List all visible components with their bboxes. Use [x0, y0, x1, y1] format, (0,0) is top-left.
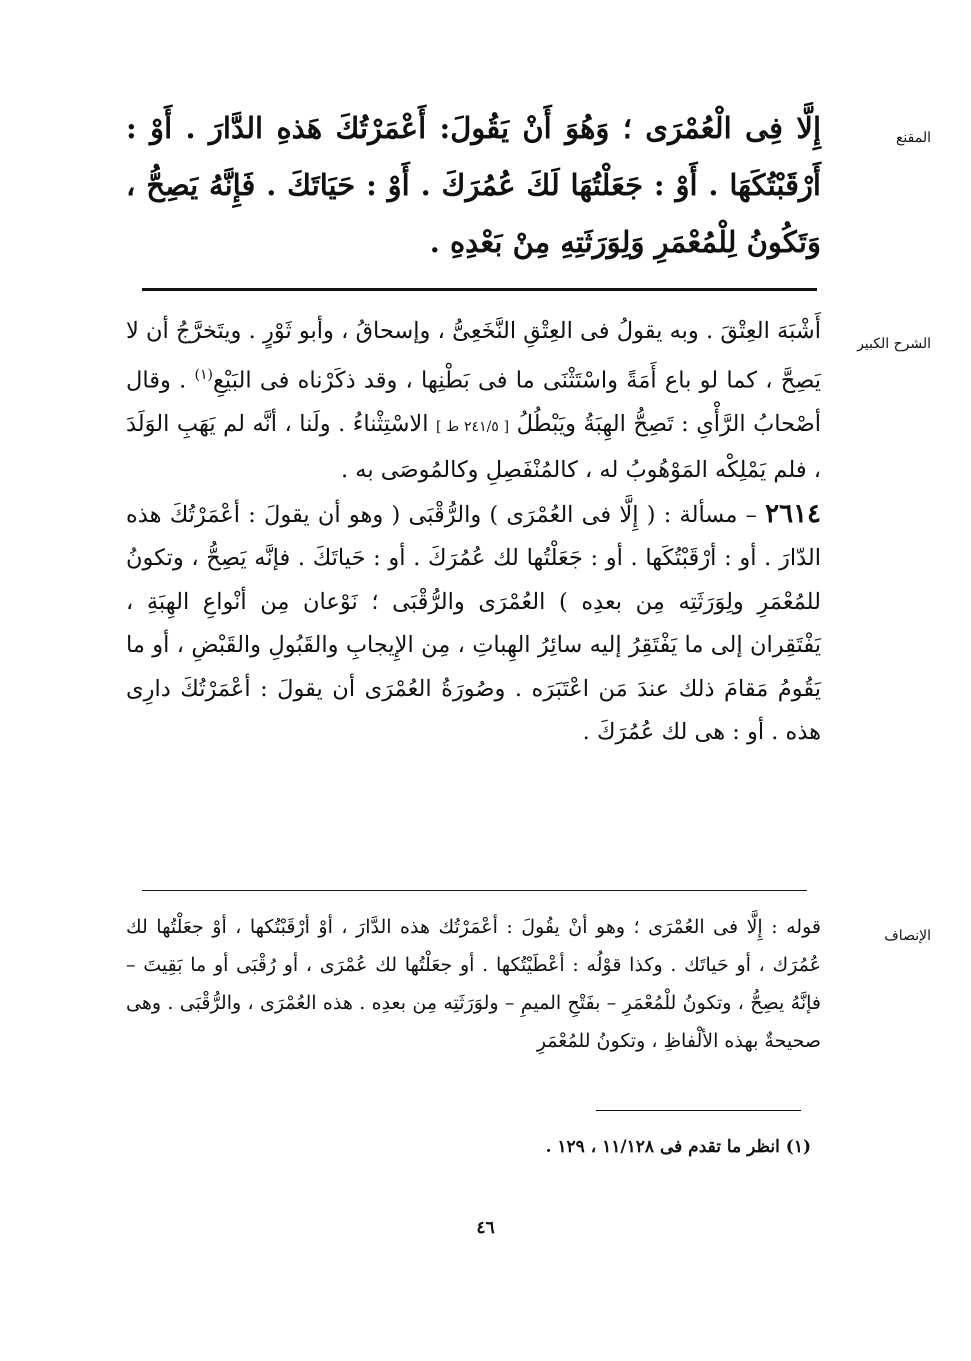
footnote-ref: (١) [194, 366, 213, 383]
footnote-rule [596, 1110, 801, 1111]
sharh-para1-end: الاسْتِثْناءُ . ولَنا ، أنَّه لم يَهَبِ الوَلَدَ ، فلم يَمْلِكْه المَوْهُوبُ له ، كالمُنْفَصِلِ وكالمُوصَى به . [126, 410, 821, 483]
insaf-text: قوله : إِلَّا فى العُمْرَى ؛ وهو أنْ يقُولَ : أعْمَرْتُك هذه الدَّارَ ، أوْ أرْقَبْتُكها ، أوْ جعَلْتُها لك عُمُرَك ، أو حَياتَك . وكذا قوْلُه : أعْطَيْتُكها . أو جعَلْتُها لك عُمْرَى ، أو رُقْبَى أو ما بَقِيتَ – فإنَّهُ يصِحُّ ، وتكونُ للْمُعْمَرِ – بفَتْحِ الميمِ – ولوَرَثَتِه مِن بعدِه . هذه العُمْرَى ، والرُّقْبَى . وهى صحيحةٌ بهذه الألْفاظِ ، وتكونُ للمُعْمَرِ [126, 916, 821, 1052]
insaf-label: الإنصاف [884, 928, 931, 944]
matn-divider [142, 288, 817, 291]
sharh-paragraph-1 [126, 310, 821, 493]
masala-number: ٢٦١٤ [765, 498, 821, 529]
matn-text: إِلَّا فِى الْعُمْرَى ؛ وَهُوَ أَنْ يَقُولَ: أَعْمَرْتُكَ هَذهِ الدَّارَ . أَوْ : أَرْقَبْتُكَهَا . أَوْ : جَعَلْتُهَا لَكَ عُمُرَكَ . أَوْ : حَيَاتَكَ . فَإِنَّهُ يَصِحُّ ، وَتَكُونُ لِلْمُعْمَرِ وَلِوَرَثَتِهِ مِنْ بَعْدِهِ . [126, 111, 821, 259]
footnote: (١) انظر ما تقدم فى ١١/١٢٨ ، ١٢٩ . [545, 1137, 811, 1157]
sharh-divider [142, 890, 807, 891]
sharh-paragraph-2 [126, 493, 821, 755]
sharh-para2-text: – مسألة : ( إِلَّا فى العُمْرَى ) والرُّقْبَى ( وهو أن يقولَ : أعْمَرْتُكَ هذه الدّارَ . أو : أرْقَبْتُكَها . أو : جَعَلْتُها لك عُمُرَكَ . أو : حَياتَكَ . فإنَّه يَصِحُّ ، وتكونُ للمُعْمَرِ ولِوَرَثَتِه مِن بعدِه ) العُمْرَى والرُّقْبَى ؛ نَوْعان مِن أنْواعِ الهِبَةِ ، يَفْتَقِران إلى ما يَفْتَقِرُ إليه سائِرُ الهِباتِ ، مِن الإِيجابِ والقَبُولِ والقَبْضِ ، أو ما يَقُومُ مَقامَ ذلك عندَ مَن اعْتَبَرَه . وصُورَةُ العُمْرَى أن يقولَ : أعْمَرْتُكَ دارِى هذه . أو : هى لك عُمُرَكَ . [126, 501, 821, 745]
edition-page-marker: [ ٢٤١/٥ ط ] [436, 418, 510, 435]
matn-label: المقنع [895, 130, 931, 146]
sharh-para1-middle: . وقال أصْحابُ الرَّأْىِ : تَصِحُّ الهِبَةُ ويَبْطُلُ [126, 367, 821, 437]
sharh-text [126, 310, 821, 755]
sharh-label: الشرح الكبير [857, 336, 931, 352]
sharh-para1-start: أَشْبَهَ العِتْقَ . وبه يقولُ فى العِتْقِ النَّخَعِىُّ ، وإسحاقُ ، وأبو ثَوْرٍ . ويتَخرَّجُ أن لا يَصِحَّ ، كما لو باع أَمَةً واسْتَثْنَى ما فى بَطْنِها ، وقد ذكَرْناه فى البَيْعِ [126, 318, 821, 393]
page-number: ٤٦ [476, 1218, 495, 1238]
